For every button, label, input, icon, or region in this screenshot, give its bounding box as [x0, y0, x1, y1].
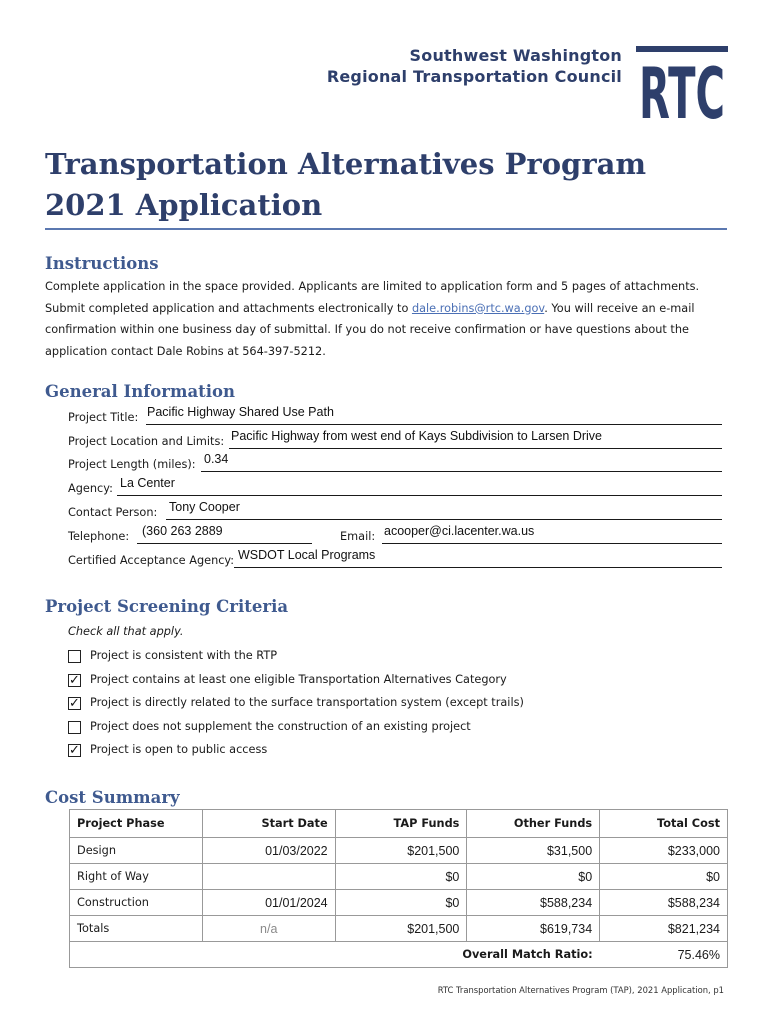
caa-field[interactable]: WSDOT Local Programs: [238, 548, 376, 562]
rtc-logo: [636, 46, 728, 122]
contact-field[interactable]: Tony Cooper: [169, 500, 240, 514]
cost-table-header: [70, 810, 728, 838]
match-ratio-row: [70, 942, 728, 968]
page-title-line1: Transportation Alternatives Program: [45, 147, 647, 181]
general-info-heading: General Information: [45, 382, 236, 401]
location-line: [229, 448, 722, 449]
other-funds-cell[interactable]: $0: [467, 864, 600, 890]
col-header-start: Start Date: [202, 810, 335, 838]
total-cost-total: $821,234: [600, 916, 728, 942]
start-date-cell[interactable]: 01/03/2022: [202, 838, 335, 864]
phase-cell: Design: [70, 838, 203, 864]
title-divider: [45, 228, 727, 230]
other-funds-cell[interactable]: $588,234: [467, 890, 600, 916]
other-funds-cell[interactable]: $31,500: [467, 838, 600, 864]
contact-line: [166, 519, 722, 520]
org-name-line2: Regional Transportation Council: [326, 67, 622, 86]
page-title-line2: 2021 Application: [45, 188, 323, 222]
screening-item-label-5: Project is open to public access: [90, 743, 268, 756]
col-header-phase: Project Phase: [70, 810, 203, 838]
total-cost-cell: $0: [600, 864, 728, 890]
screening-checkbox-2[interactable]: ✓: [69, 673, 80, 688]
project-title-field[interactable]: Pacific Highway Shared Use Path: [147, 405, 334, 419]
agency-line: [117, 495, 722, 496]
total-cost-cell: $588,234: [600, 890, 728, 916]
agency-label: Agency:: [68, 482, 113, 495]
screening-checkbox-4[interactable]: [68, 721, 81, 734]
instructions-text-part2: . You will receive an e-mail confirmation within one business day of submittal. If you do not receive confirmation or have questions about the application contact Dale Robins at 564-397-5212.: [45, 301, 695, 358]
page-footer: RTC Transportation Alternatives Program (TAP), 2021 Application, p1: [437, 985, 724, 995]
screening-note: Check all that apply.: [68, 625, 184, 638]
tap-funds-total: $201,500: [335, 916, 467, 942]
instructions-text-part1: Complete application in the space provided. Applicants are limited to application form and 5 pages of attachments. Submit completed application and attachments electronically to: [45, 280, 700, 315]
screening-item-label-1: Project is consistent with the RTP: [90, 649, 278, 662]
tap-funds-cell[interactable]: $201,500: [335, 838, 467, 864]
phase-cell: Construction: [70, 890, 203, 916]
logo-text: RTC: [639, 53, 725, 122]
screening-item-label-2: Project contains at least one eligible Transportation Alternatives Category: [90, 673, 507, 686]
project-title-line: [146, 424, 722, 425]
length-label: Project Length (miles):: [68, 458, 196, 471]
totals-row: [70, 916, 728, 942]
telephone-line: [137, 543, 312, 544]
instructions-heading: Instructions: [45, 254, 159, 273]
contact-email-link[interactable]: dale.robins@rtc.wa.gov: [411, 301, 545, 315]
length-line: [201, 471, 722, 472]
tap-funds-cell[interactable]: $0: [335, 890, 467, 916]
screening-checkbox-5[interactable]: ✓: [69, 743, 80, 758]
start-date-cell: n/a: [202, 916, 335, 942]
cost-table: [69, 809, 728, 968]
table-row: [70, 864, 728, 890]
screening-item-label-4: Project does not supplement the construction of an existing project: [90, 720, 471, 733]
cost-summary-heading: Cost Summary: [45, 788, 180, 807]
table-row: [70, 890, 728, 916]
instructions-text: [45, 276, 735, 362]
email-line: [382, 543, 722, 544]
col-header-tap: TAP Funds: [335, 810, 467, 838]
phase-cell: Totals: [70, 916, 203, 942]
col-header-other: Other Funds: [467, 810, 600, 838]
agency-field[interactable]: La Center: [120, 476, 175, 490]
project-title-label: Project Title:: [68, 411, 139, 424]
total-cost-cell: $233,000: [600, 838, 728, 864]
email-field[interactable]: acooper@ci.lacenter.wa.us: [384, 524, 535, 538]
length-field[interactable]: 0.34: [204, 452, 229, 466]
telephone-label: Telephone:: [68, 530, 130, 543]
org-name-line1: Southwest Washington: [409, 46, 622, 65]
location-label: Project Location and Limits:: [68, 435, 225, 448]
email-label: Email:: [340, 530, 376, 543]
match-ratio-value: 75.46%: [600, 942, 728, 968]
telephone-field[interactable]: (360 263 2889: [142, 524, 223, 538]
table-row: [70, 838, 728, 864]
screening-item-label-3: Project is directly related to the surface transportation system (except trails): [90, 696, 524, 709]
caa-line: [234, 567, 722, 568]
phase-cell: Right of Way: [70, 864, 203, 890]
caa-label: Certified Acceptance Agency:: [68, 554, 235, 567]
screening-heading: Project Screening Criteria: [45, 597, 289, 616]
screening-checkbox-1[interactable]: [68, 650, 81, 663]
screening-checkbox-3[interactable]: ✓: [69, 696, 80, 711]
location-field[interactable]: Pacific Highway from west end of Kays Subdivision to Larsen Drive: [231, 429, 602, 443]
start-date-cell[interactable]: [202, 864, 335, 890]
contact-label: Contact Person:: [68, 506, 158, 519]
start-date-cell[interactable]: 01/01/2024: [202, 890, 335, 916]
other-funds-total: $619,734: [467, 916, 600, 942]
match-ratio-label: Overall Match Ratio:: [70, 942, 600, 968]
col-header-total: Total Cost: [600, 810, 728, 838]
tap-funds-cell[interactable]: $0: [335, 864, 467, 890]
